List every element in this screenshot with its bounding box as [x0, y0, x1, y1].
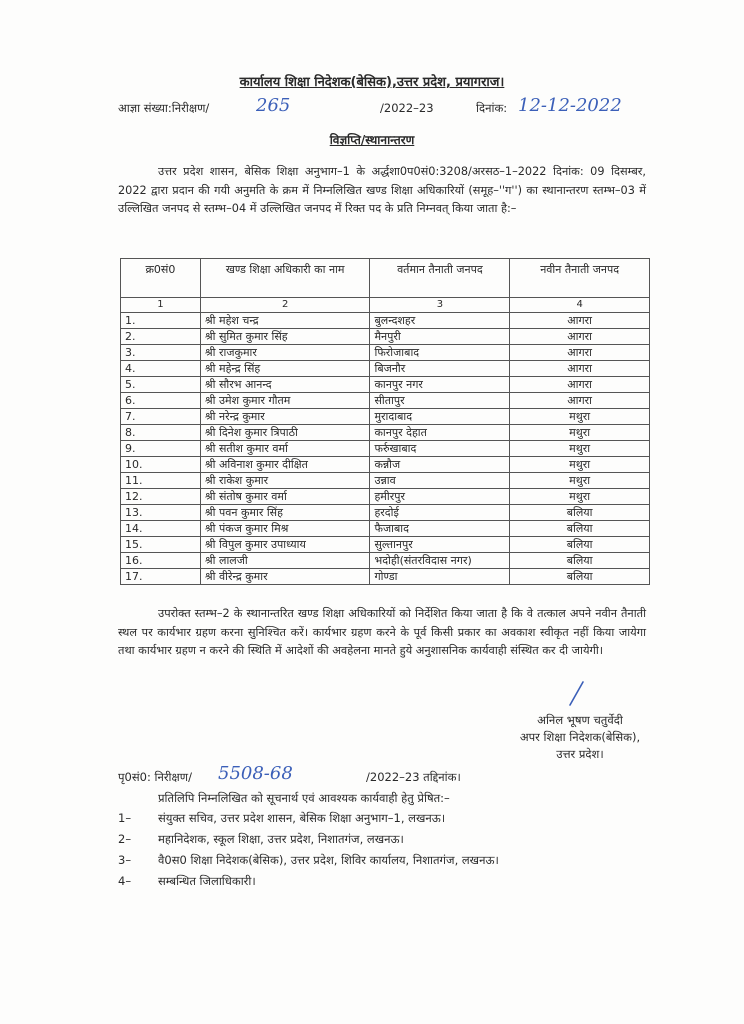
column-index: 4	[510, 298, 650, 313]
serial-cell: 1.	[121, 313, 201, 329]
new-district-cell: बलिया	[510, 553, 650, 569]
table-row	[121, 553, 650, 569]
order-year: /2022–23	[380, 101, 434, 115]
current-district-cell: कानपुर देहात	[370, 425, 510, 441]
table-row	[121, 521, 650, 537]
current-district-cell: फिरोजाबाद	[370, 345, 510, 361]
current-district-cell: सीतापुर	[370, 393, 510, 409]
header-serial: क्र0सं0	[121, 259, 201, 298]
current-district-cell: फैजाबाद	[370, 521, 510, 537]
copy-recipient	[118, 874, 638, 895]
intro-paragraph: उत्तर प्रदेश शासन, बेसिक शिक्षा अनुभाग–1 के अर्द्धशा0प0सं0:3208/अरसठ–1–2022 दिनांक: 09 दिसम्बर, 2022 द्वारा प्रदान की गयी अनुमति के क्रम में निम्नलिखित खण्ड शिक्षा अधिकारियों (समूह–''ग'') का स्थानान्तरण स्तम्भ–03 में उल्लिखित जनपद से स्तम्भ–04 में उल्लिखित जनपद में रिक्त पद के प्रति निम्नवत् किया जाता है:–	[118, 165, 646, 215]
officer-name-cell: श्री लालजी	[200, 553, 370, 569]
serial-cell: 13.	[121, 505, 201, 521]
recipient-number: 1–	[118, 811, 132, 825]
endorsement-year: /2022–23 तद्दिनांक।	[366, 770, 461, 784]
serial-cell: 7.	[121, 409, 201, 425]
copy-recipient	[118, 853, 638, 874]
date-label: दिनांक:	[476, 101, 508, 115]
serial-cell: 3.	[121, 345, 201, 361]
serial-cell: 4.	[121, 361, 201, 377]
table-row	[121, 313, 650, 329]
table-row	[121, 345, 650, 361]
instruction-paragraph: उपरोक्त स्तम्भ–2 के स्थानान्तरित खण्ड शिक्षा अधिकारियों को निर्देशित किया जाता है कि वे तत्काल अपने नवीन तैनाती स्थल पर कार्यभार ग्रहण करना सुनिश्चित करें। कार्यभार ग्रहण करने के पूर्व किसी प्रकार का अवकाश स्वीकृत नहीं किया जायेगा तथा कार्यभार ग्रहण न करने की स्थिति में आदेशों की अवहेलना मानते हुये अनुशासनिक कार्यवाही संस्थित कर दी जायेगी।	[118, 607, 646, 657]
table-row	[121, 473, 650, 489]
officer-name-cell: श्री अविनाश कुमार दीक्षित	[200, 457, 370, 473]
recipient-text: महानिदेशक, स्कूल शिक्षा, उत्तर प्रदेश, निशातगंज, लखनऊ।	[158, 832, 404, 846]
current-district-cell: कानपुर नगर	[370, 377, 510, 393]
new-district-cell: मथुरा	[510, 489, 650, 505]
signature-mark	[567, 680, 585, 708]
new-district-cell: मथुरा	[510, 409, 650, 425]
table-row	[121, 569, 650, 585]
signatory-designation: अपर शिक्षा निदेशक(बेसिक),	[519, 730, 641, 744]
endorsement-number-handwritten: 5508-68	[218, 763, 293, 784]
current-district-cell: हमीरपुर	[370, 489, 510, 505]
notice-title: विज्ञप्ति/स्थानान्तरण	[329, 133, 415, 147]
new-district-cell: बलिया	[510, 505, 650, 521]
officer-name-cell: श्री सुमित कुमार सिंह	[200, 329, 370, 345]
officer-name-cell: श्री उमेश कुमार गौतम	[200, 393, 370, 409]
order-number-line	[118, 95, 678, 121]
recipient-text: वै0स0 शिक्षा निदेशक(बेसिक), उत्तर प्रदेश, शिविर कार्यालय, निशातगंज, लखनऊ।	[158, 853, 499, 867]
table-row	[121, 361, 650, 377]
signatory-name: अनिल भूषण चतुर्वेदी	[537, 713, 623, 727]
recipient-number: 4–	[118, 874, 132, 888]
order-label: आज्ञा संख्या:निरीक्षण/	[118, 101, 210, 115]
officer-name-cell: श्री दिनेश कुमार त्रिपाठी	[200, 425, 370, 441]
new-district-cell: मथुरा	[510, 441, 650, 457]
serial-cell: 10.	[121, 457, 201, 473]
recipient-number: 2–	[118, 832, 132, 846]
table-row	[121, 329, 650, 345]
signatory-block	[460, 712, 700, 763]
officer-name-cell: श्री सतीश कुमार वर्मा	[200, 441, 370, 457]
serial-cell: 11.	[121, 473, 201, 489]
table-row	[121, 457, 650, 473]
header-current-district: वर्तमान तैनाती जनपद	[370, 259, 510, 298]
officer-name-cell: श्री सौरभ आनन्द	[200, 377, 370, 393]
recipient-text: संयुक्त सचिव, उत्तर प्रदेश शासन, बेसिक शिक्षा अनुभाग–1, लखनऊ।	[158, 811, 446, 825]
date-handwritten: 12-12-2022	[518, 95, 622, 116]
new-district-cell: आगरा	[510, 393, 650, 409]
current-district-cell: फर्रुखाबाद	[370, 441, 510, 457]
endorsement-line	[118, 763, 638, 788]
table-row	[121, 537, 650, 553]
current-district-cell: भदोही(संतरविदास नगर)	[370, 553, 510, 569]
recipient-number: 3–	[118, 853, 132, 867]
officer-name-cell: श्री राजकुमार	[200, 345, 370, 361]
order-number-handwritten: 265	[256, 95, 291, 116]
officer-name-cell: श्री पवन कुमार सिंह	[200, 505, 370, 521]
new-district-cell: आगरा	[510, 329, 650, 345]
current-district-cell: मैनपुरी	[370, 329, 510, 345]
column-index: 3	[370, 298, 510, 313]
officer-name-cell: श्री पंकज कुमार मिश्र	[200, 521, 370, 537]
transfer-table	[120, 258, 650, 585]
table-row	[121, 489, 650, 505]
column-index-row	[121, 298, 650, 313]
new-district-cell: मथुरा	[510, 473, 650, 489]
copy-recipient	[118, 832, 638, 853]
new-district-cell: आगरा	[510, 361, 650, 377]
serial-cell: 9.	[121, 441, 201, 457]
table-row	[121, 505, 650, 521]
signatory-state: उत्तर प्रदेश।	[556, 747, 604, 761]
serial-cell: 2.	[121, 329, 201, 345]
current-district-cell: हरदोई	[370, 505, 510, 521]
new-district-cell: मथुरा	[510, 457, 650, 473]
officer-name-cell: श्री संतोष कुमार वर्मा	[200, 489, 370, 505]
officer-name-cell: श्री महेश चन्द्र	[200, 313, 370, 329]
serial-cell: 5.	[121, 377, 201, 393]
serial-cell: 17.	[121, 569, 201, 585]
table-row	[121, 377, 650, 393]
new-district-cell: आगरा	[510, 345, 650, 361]
table-row	[121, 425, 650, 441]
officer-name-cell: श्री राकेश कुमार	[200, 473, 370, 489]
new-district-cell: बलिया	[510, 569, 650, 585]
current-district-cell: उन्नाव	[370, 473, 510, 489]
officer-name-cell: श्री महेन्द्र सिंह	[200, 361, 370, 377]
table-row	[121, 441, 650, 457]
column-index: 1	[121, 298, 201, 313]
table-header-row	[121, 259, 650, 298]
table-row	[121, 409, 650, 425]
serial-cell: 8.	[121, 425, 201, 441]
table-row	[121, 393, 650, 409]
copy-intro: प्रतिलिपि निम्नलिखित को सूचनार्थ एवं आवश्यक कार्यवाही हेतु प्रेषित:–	[158, 791, 450, 805]
copy-recipient-list	[118, 811, 638, 895]
office-title: कार्यालय शिक्षा निदेशक(बेसिक),उत्तर प्रदेश, प्रयागराज।	[239, 75, 505, 90]
new-district-cell: बलिया	[510, 521, 650, 537]
serial-cell: 14.	[121, 521, 201, 537]
header-officer-name: खण्ड शिक्षा अधिकारी का नाम	[200, 259, 370, 298]
new-district-cell: मथुरा	[510, 425, 650, 441]
current-district-cell: कन्नौज	[370, 457, 510, 473]
current-district-cell: बिजनौर	[370, 361, 510, 377]
current-district-cell: गोण्डा	[370, 569, 510, 585]
copy-recipient	[118, 811, 638, 832]
serial-cell: 12.	[121, 489, 201, 505]
officer-name-cell: श्री वीरेन्द्र कुमार	[200, 569, 370, 585]
column-index: 2	[200, 298, 370, 313]
new-district-cell: आगरा	[510, 313, 650, 329]
serial-cell: 6.	[121, 393, 201, 409]
serial-cell: 15.	[121, 537, 201, 553]
header-new-district: नवीन तैनाती जनपद	[510, 259, 650, 298]
recipient-text: सम्बन्धित जिलाधिकारी।	[158, 874, 256, 888]
current-district-cell: सुल्तानपुर	[370, 537, 510, 553]
officer-name-cell: श्री विपुल कुमार उपाध्याय	[200, 537, 370, 553]
current-district-cell: मुरादाबाद	[370, 409, 510, 425]
officer-name-cell: श्री नरेन्द्र कुमार	[200, 409, 370, 425]
serial-cell: 16.	[121, 553, 201, 569]
current-district-cell: बुलन्दशहर	[370, 313, 510, 329]
new-district-cell: आगरा	[510, 377, 650, 393]
endorsement-label: पृ0सं0: निरीक्षण/	[118, 770, 192, 784]
table-body	[121, 313, 650, 585]
new-district-cell: बलिया	[510, 537, 650, 553]
